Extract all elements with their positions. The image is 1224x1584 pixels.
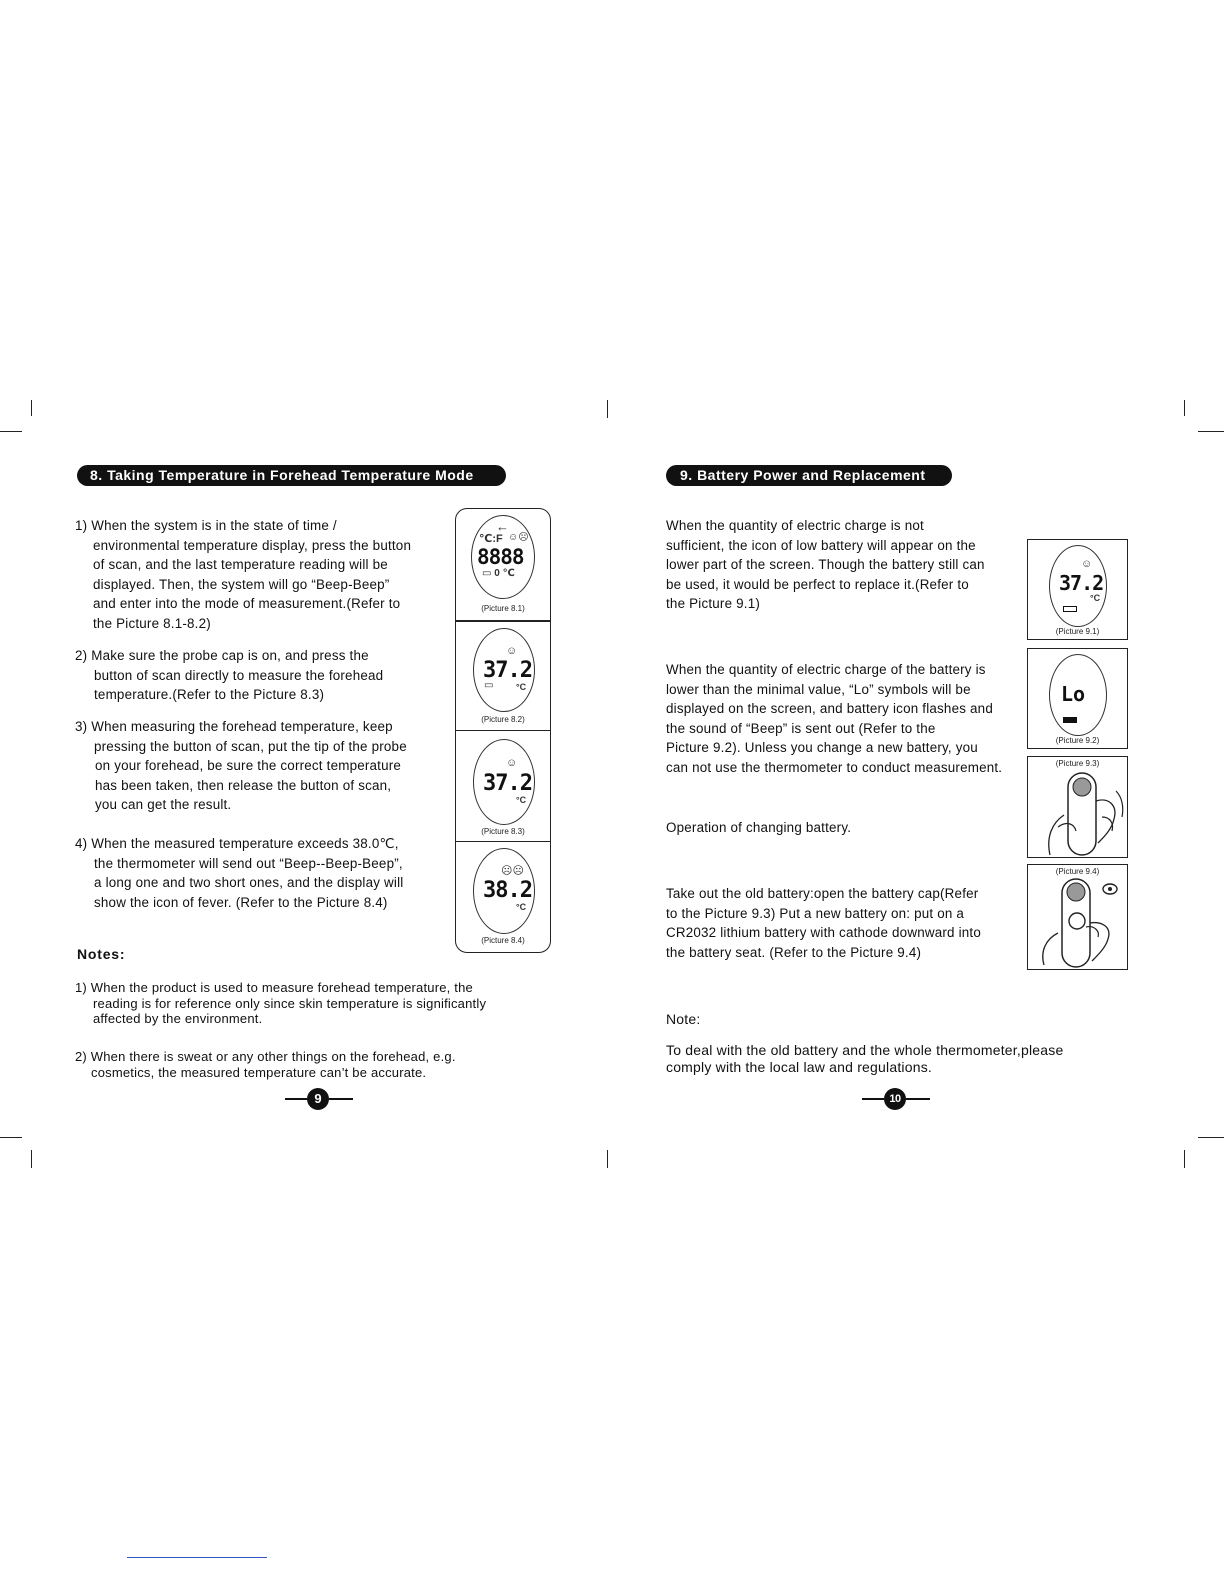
crop-mark [0, 431, 22, 432]
battery-low-paragraph: When the quantity of electric charge is not sufficient, the icon of low battery will appear on the lower part of the screen. Though the battery still can be used, it would be perfect to replace it.(Refer to the Picture 9.1) [666, 518, 985, 612]
step-1: 1) When the system is in the state of time / environmental temperature display, press the button of scan, and the last temperature reading will be displayed. Then, the system will go “Beep-Beep” and enter into the mode of measurement.(Refer to the Picture 8.1-8.2) [75, 518, 412, 631]
caption: (Picture 8.2) [481, 715, 525, 724]
face-icon: ☺☹ [508, 532, 529, 543]
caption: (Picture 9.1) [1055, 627, 1100, 636]
crop-mark [31, 1150, 32, 1168]
picture-strip-8 [455, 508, 551, 953]
battery-icon [1063, 717, 1077, 723]
caption: (Picture 9.4) [1055, 867, 1100, 876]
caption: (Picture 8.1) [481, 604, 525, 613]
lcd-digits: 37.2 [483, 658, 532, 683]
operation-heading: Operation of changing battery. [666, 820, 852, 835]
lcd-bottom-row: ▭ 0 ℃ [482, 568, 515, 579]
lcd-digits: 37.2 [1059, 571, 1104, 595]
crop-mark [1184, 1150, 1185, 1168]
picture-8-2 [456, 622, 550, 730]
fever-icon: ☹☹ [501, 865, 524, 877]
smile-icon: ☺ [506, 645, 518, 657]
note-title: Note: [666, 1011, 701, 1027]
page-number-10: 10 [862, 1088, 930, 1110]
picture-8-3 [456, 731, 550, 841]
section-title-forehead-mode: 8. Taking Temperature in Forehead Temperature Mode [77, 465, 506, 486]
note-2: 2) When there is sweat or any other things on the forehead, e.g. cosmetics, the measured temperature can’t be accurate. [75, 1049, 456, 1080]
unit-label: °C [1090, 593, 1101, 603]
link-underline [127, 1557, 267, 1558]
caption: (Picture 9.2) [1055, 736, 1100, 745]
crop-mark [1198, 1137, 1224, 1138]
unit-label: °C [516, 902, 527, 912]
picture-9-4 [1027, 864, 1128, 970]
lcd-lo: Lo [1061, 682, 1086, 706]
crop-mark [1184, 400, 1185, 416]
picture-9-1 [1027, 539, 1128, 640]
picture-8-4 [456, 842, 550, 952]
page-number-9: 9 [285, 1088, 353, 1110]
crop-mark [607, 400, 608, 418]
low-battery-icon [1063, 606, 1077, 612]
probe-icon: ▭ [484, 680, 494, 691]
replace-battery-paragraph: Take out the old battery:open the battery cap(Refer to the Picture 9.3) Put a new battery on: put on a CR2032 lithium battery with cathode downward into the battery seat. (Refer to the Picture 9.4) [666, 886, 981, 960]
crop-mark [0, 1137, 22, 1138]
section-title-battery: 9. Battery Power and Replacement [666, 465, 952, 486]
disposal-note: To deal with the old battery and the whole thermometer,please comply with the local law and regulations. [666, 1042, 1064, 1075]
battery-replacement-illustration [1028, 865, 1127, 969]
crop-mark [1198, 431, 1224, 432]
caption: (Picture 8.3) [481, 827, 525, 836]
step-2: 2) Make sure the probe cap is on, and press the button of scan directly to measure the forehead temperature.(Refer to the Picture 8.3) [75, 648, 384, 703]
battery-lo-paragraph: When the quantity of electric charge of the battery is lower than the minimal value, “Lo” symbols will be displayed on the screen, and battery icon flashes and the sound of “Beep” is sent out (Refer to the Picture 9.2). Unless you change a new battery, you can not use the thermometer to conduct measurement. [666, 662, 1003, 775]
picture-9-3 [1027, 756, 1128, 858]
smile-icon: ☺ [1081, 558, 1093, 570]
lcd-digits: 37.2 [483, 771, 532, 796]
unit-indicator: ℃:F [479, 533, 503, 545]
caption: (Picture 9.3) [1055, 759, 1100, 768]
notes-title: Notes: [77, 946, 126, 962]
picture-8-1 [456, 509, 550, 620]
crop-mark [607, 1150, 608, 1168]
hand-holding-thermometer-illustration [1028, 757, 1127, 857]
unit-label: °C [516, 682, 527, 692]
note-1: 1) When the product is used to measure forehead temperature, the reading is for reference only since skin temperature is significantly affected by the environment. [75, 980, 487, 1026]
caption: (Picture 8.4) [481, 936, 525, 945]
step-4: 4) When the measured temperature exceeds 38.0℃, the thermometer will send out “Beep--Beep-Beep”, a long one and two short ones, and the display will show the icon of fever. (Refer to the Picture 8.4) [75, 836, 404, 910]
smile-icon: ☺ [506, 757, 518, 769]
lcd-digits: 8888 [477, 545, 524, 569]
crop-mark [31, 400, 32, 416]
arrow-left-icon: ← [496, 519, 509, 534]
step-3: 3) When measuring the forehead temperature, keep pressing the button of scan, put the tip of the probe on your forehead, be sure the correct temperature has been taken, then release the button of scan, you can get the result. [75, 719, 407, 813]
picture-9-2 [1027, 648, 1128, 749]
lcd-digits: 38.2 [483, 878, 532, 903]
unit-label: °C [516, 795, 527, 805]
